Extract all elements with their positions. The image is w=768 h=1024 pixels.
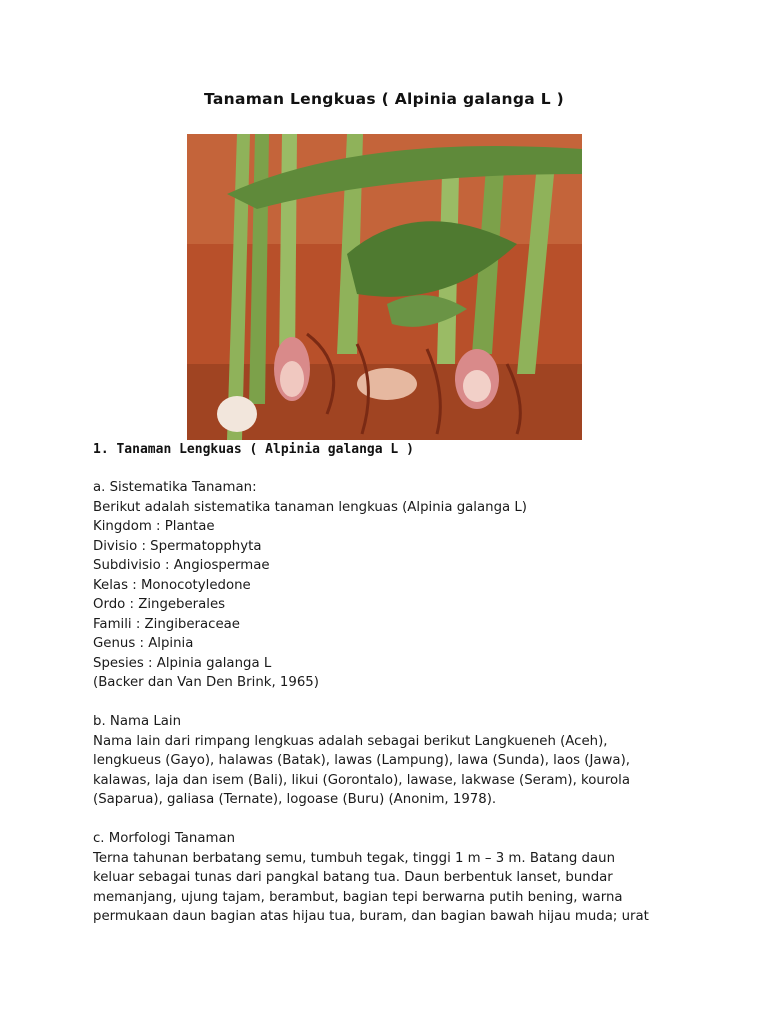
taxonomy-spesies: Spesies : Alpinia galanga L bbox=[93, 655, 272, 671]
taxonomy-genus: Genus : Alpinia bbox=[93, 636, 194, 651]
nama-lain-line: kalawas, laja dan isem (Bali), likui (Gorontalo), lawase, lakwase (Seram), kourola bbox=[93, 772, 630, 788]
sistematika-intro: Berikut adalah sistematika tanaman lengkuas (Alpinia galanga L) bbox=[93, 499, 527, 515]
nama-lain-line: (Saparua), galiasa (Ternate), logoase (Buru) (Anonim, 1978). bbox=[93, 792, 497, 807]
morfologi-line: Terna tahunan berbatang semu, tumbuh tegak, tinggi 1 m – 3 m. Batang daun bbox=[93, 850, 615, 866]
taxonomy-ordo: Ordo : Zingeberales bbox=[93, 597, 226, 612]
nama-lain-title: b. Nama Lain bbox=[93, 714, 181, 729]
galangal-plant-photo bbox=[187, 134, 582, 440]
taxonomy-kingdom: Kingdom : Plantae bbox=[93, 519, 215, 534]
taxonomy-subdivisio: Subdivisio : Angiospermae bbox=[93, 558, 270, 573]
morfologi-title: c. Morfologi Tanaman bbox=[93, 831, 236, 846]
page-title: Tanaman Lengkuas ( Alpinia galanga L ) bbox=[204, 90, 564, 108]
morfologi-line: keluar sebagai tunas dari pangkal batang tua. Daun berbentuk lanset, bundar bbox=[93, 870, 613, 885]
paragraph-gap bbox=[93, 810, 693, 830]
section-heading: 1. Tanaman Lengkuas ( Alpinia galanga L ) bbox=[93, 442, 414, 457]
nama-lain-line: Nama lain dari rimpang lengkuas adalah sebagai berikut Langkueneh (Aceh), bbox=[93, 733, 608, 749]
morfologi-line: memanjang, ujung tajam, berambut, bagian tepi berwarna putih bening, warna bbox=[93, 889, 623, 905]
taxonomy-divisio: Divisio : Spermatopphyta bbox=[93, 538, 262, 554]
taxonomy-source: (Backer dan Van Den Brink, 1965) bbox=[93, 675, 319, 690]
taxonomy-kelas: Kelas : Monocotyledone bbox=[93, 577, 251, 593]
nama-lain-line: lengkueus (Gayo), halawas (Batak), lawas (Lampung), lawa (Sunda), laos (Jawa), bbox=[93, 753, 630, 768]
paragraph-gap bbox=[93, 693, 693, 713]
sistematika-title: a. Sistematika Tanaman: bbox=[93, 480, 257, 495]
document-body bbox=[93, 478, 693, 927]
taxonomy-famili: Famili : Zingiberaceae bbox=[93, 616, 240, 632]
morfologi-line: permukaan daun bagian atas hijau tua, buram, dan bagian bawah hijau muda; urat bbox=[93, 909, 649, 924]
